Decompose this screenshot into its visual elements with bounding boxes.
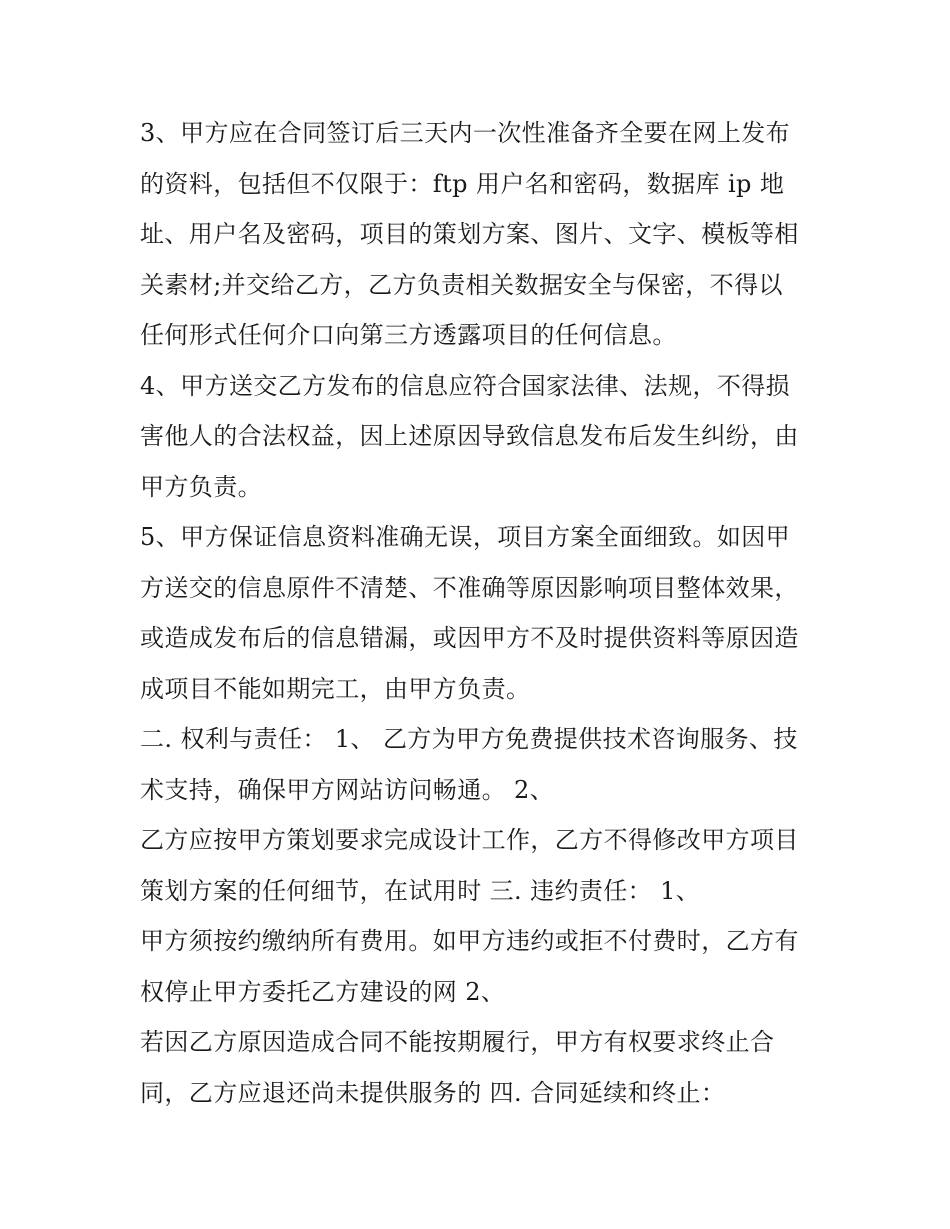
text-line: 甲方负责。 [140,472,262,501]
text-line: 乙方应按甲方策划要求完成设计工作，乙方不得修改甲方项目 [140,826,799,854]
text-line: 或造成发布后的信息错漏，或因甲方不及时提供资料等原因造 [140,624,799,652]
text-line: 5、甲方保证信息资料准确无误，项目方案全面细致。如因甲 [140,523,791,551]
contract-text-body [140,108,830,1118]
text-line: 甲方须按约缴纳所有费用。如甲方违约或拒不付费时，乙方有 [140,927,799,955]
text-line: 任何形式任何介口向第三方透露项目的任何信息。 [140,321,677,349]
text-line: 同，乙方应退还尚未提供服务的 四. 合同延续和终止： [140,1078,726,1107]
text-line: 4、甲方送交乙方发布的信息应符合国家法律、法规，不得损 [140,371,791,400]
text-line: 址、用户名及密码，项目的策划方案、图片、文字、模板等相 [140,220,799,248]
text-line: 二. 权利与责任： 1、 乙方为甲方免费提供技术咨询服务、技 [140,725,798,753]
text-line: 方送交的信息原件不清楚、不准确等原因影响项目整体效果， [140,573,799,602]
text-line: 权停止甲方委托乙方建设的网 2、 [140,977,506,1006]
text-line: 若因乙方原因造成合同不能按期履行，甲方有权要求终止合 [140,1028,775,1056]
text-line: 3、甲方应在合同签订后三天内一次性准备齐全要在网上发布 [140,119,791,147]
text-line: 成项目不能如期完工，由甲方负责。 [140,674,531,703]
text-line: 的资料，包括但不仅限于：ftp 用户名和密码，数据库 ip 地 [140,169,785,198]
text-line: 害他人的合法权益，因上述原因导致信息发布后发生纠纷，由 [140,422,799,450]
text-line: 术支持，确保甲方网站访问畅通。 2、 [140,775,555,804]
text-line: 策划方案的任何细节，在试用时 三. 违约责任： 1、 [140,876,701,905]
text-line: 关素材;并交给乙方，乙方负责相关数据安全与保密，不得以 [140,270,783,299]
